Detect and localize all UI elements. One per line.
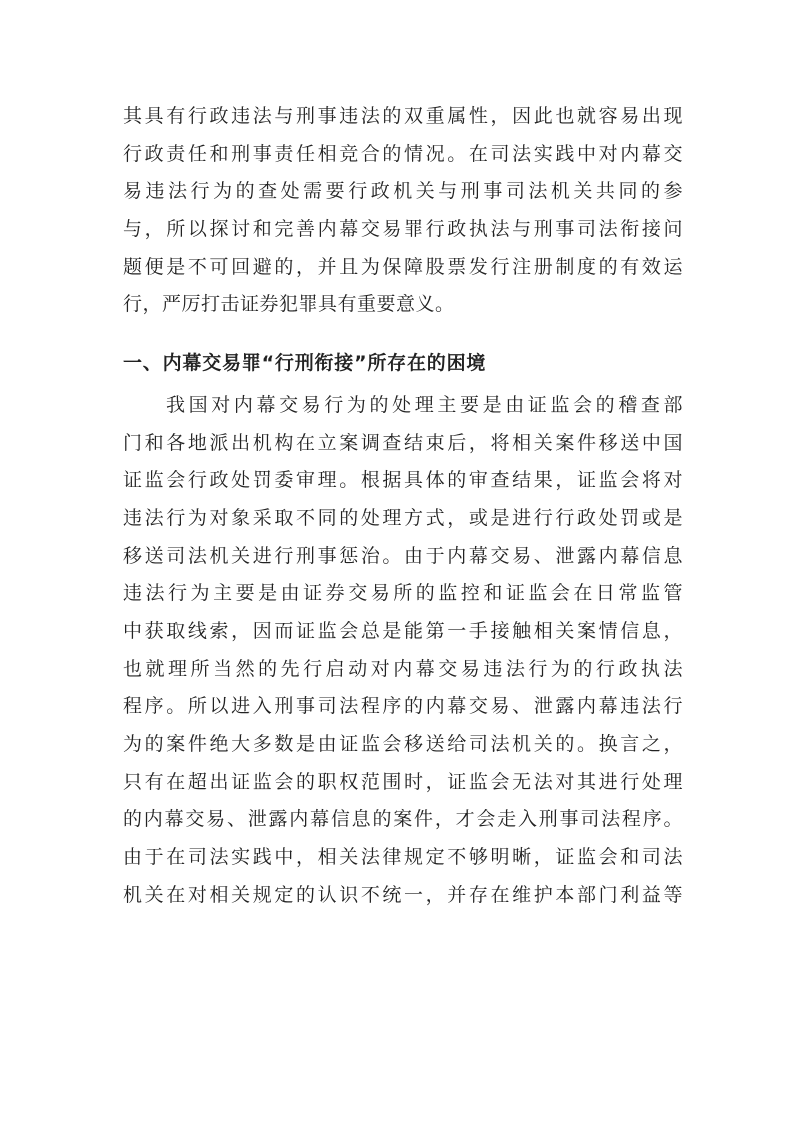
- text-line: 由于在司法实践中，相关法律规定不够明晰，证监会和司法: [123, 846, 683, 869]
- text-line: 的内幕交易、泄露内幕信息的案件，才会走入刑事司法程序。: [123, 808, 683, 831]
- text-line: 程序。所以进入刑事司法程序的内幕交易、泄露内幕违法行: [123, 695, 683, 718]
- text-line: 易违法行为的查处需要行政机关与刑事司法机关共同的参: [123, 180, 683, 203]
- paragraph-spacer: [123, 324, 683, 345]
- text-line: 行政责任和刑事责任相竞合的情况。在司法实践中对内幕交: [123, 142, 683, 165]
- text-line: 为的案件绝大多数是由证监会移送给司法机关的。换言之，: [123, 733, 683, 755]
- text-line: 其具有行政违法与刑事违法的双重属性，因此也就容易出现: [123, 105, 683, 127]
- text-line: 我国对内幕交易行为的处理主要是由证监会的稽查部: [166, 393, 683, 416]
- text-line: 移送司法机关进行刑事惩治。由于内幕交易、泄露内幕信息: [123, 544, 683, 567]
- section-heading: 一、内幕交易罪“行刑衔接”所存在的困境: [123, 352, 487, 375]
- text-line: 与，所以探讨和完善内幕交易罪行政执法与刑事司法衔接问: [123, 218, 683, 241]
- document-body: [123, 98, 683, 914]
- text-line: 机关在对相关规定的认识不统一，并存在维护本部门利益等: [123, 883, 683, 906]
- text-line: 题便是不可回避的，并且为保障股票发行注册制度的有效运: [123, 255, 683, 278]
- paragraph-2: [123, 387, 683, 915]
- text-line: 行，严厉打击证券犯罪具有重要意义。: [123, 293, 455, 316]
- text-line: 证监会行政处罚委审理。根据具体的审查结果，证监会将对: [123, 469, 683, 492]
- text-line: 违法行为对象采取不同的处理方式，或是进行行政处罚或是: [123, 506, 683, 529]
- text-line: 中获取线索，因而证监会总是能第一手接触相关案情信息，: [123, 619, 683, 642]
- text-line: 也就理所当然的先行启动对内幕交易违法行为的行政执法: [123, 657, 683, 680]
- text-line: 门和各地派出机构在立案调查结束后，将相关案件移送中国: [123, 431, 683, 454]
- text-line: 只有在超出证监会的职权范围时，证监会无法对其进行处理: [123, 770, 683, 793]
- text-line: 违法行为主要是由证券交易所的监控和证监会在日常监管: [123, 582, 683, 605]
- paragraph-1: [123, 98, 683, 324]
